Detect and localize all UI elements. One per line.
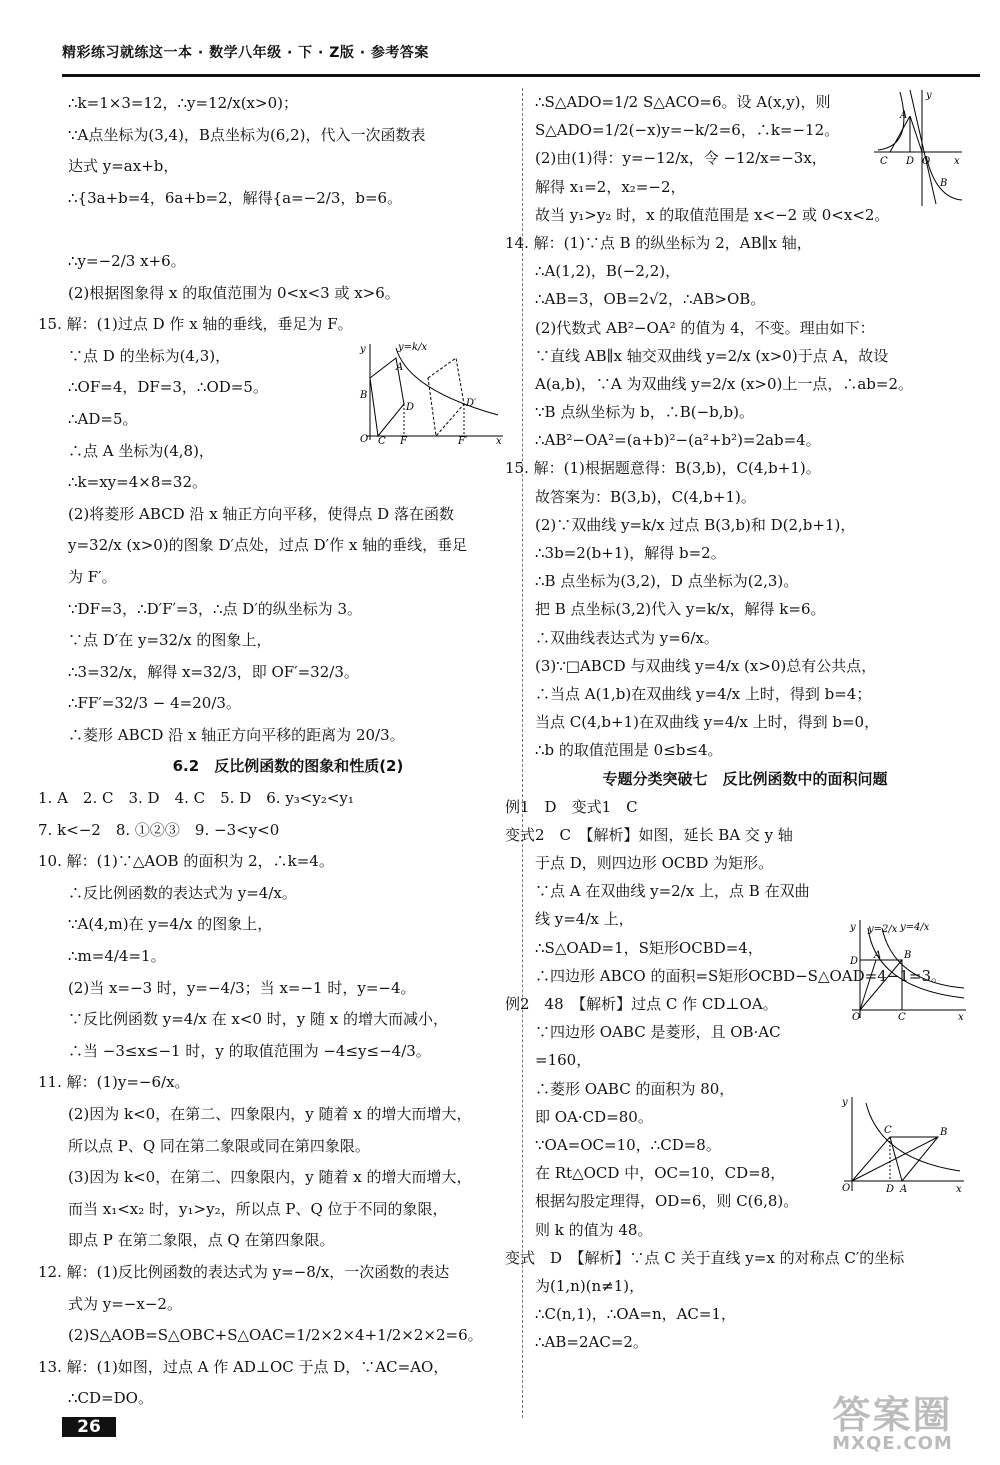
text-line: ∴当点 A(1,b)在双曲线 y=4/x 上时，得到 b=4； — [535, 684, 872, 703]
fig-label: y=k/x — [398, 342, 428, 353]
fig-label: O — [842, 1183, 851, 1194]
text-line: 14. 解：(1)∵点 B 的纵坐标为 2，AB∥x 轴， — [505, 233, 812, 252]
left-column — [38, 88, 508, 1415]
fig-label: B — [940, 178, 948, 189]
text-line: ∵四边形 OABC 是菱形，且 OB·AC — [535, 1023, 781, 1042]
text-line: 即点 P 在第二象限，点 Q 在第四象限。 — [68, 1231, 335, 1250]
fig-label: y — [850, 922, 856, 933]
text-line: ∴y=−2/3 x+6。 — [68, 251, 186, 270]
text-line: 变式 D 【解析】∵点 C 关于直线 y=x 的对称点 C′的坐标 — [505, 1248, 905, 1267]
fig-label: F′ — [458, 436, 468, 445]
text-line: ∵B 点纵坐标为 b，∴B(−b,b)。 — [535, 403, 754, 422]
text-line: 15. 解：(1)过点 D 作 x 轴的垂线，垂足为 F。 — [38, 315, 353, 334]
fig-label: C — [898, 1012, 906, 1023]
fig-label: y — [360, 344, 366, 355]
text-line: ∴菱形 OABC 的面积为 80， — [535, 1079, 735, 1098]
text-line: ∴b 的取值范围是 0≤b≤4。 — [535, 741, 723, 760]
text-line: (2)S△AOB=S△OBC+S△OAC=1/2×2×4+1/2×2×2=6。 — [68, 1326, 483, 1345]
fig-label: A — [900, 110, 908, 121]
fig-label: x — [958, 1012, 964, 1023]
text-line: 解得 x₁=2，x₂=−2， — [535, 177, 686, 196]
text-line: ∵点 D 的坐标为(4,3)， — [68, 346, 231, 365]
fig-label: D — [886, 1184, 895, 1195]
fig-label: B — [940, 1127, 948, 1138]
fig-label: C — [884, 1125, 892, 1136]
fig-label: O — [360, 434, 369, 445]
text-line: 则 k 的值为 48。 — [535, 1220, 653, 1239]
text-line: (2)根据图象得 x 的取值范围为 0<x<3 或 x>6。 — [68, 283, 400, 302]
text-line: 7. k<−2 8. ①②③ 9. −3<y<0 — [38, 820, 280, 839]
fig-label: y — [926, 90, 932, 101]
text-line: ∴m=4/4=1。 — [68, 947, 166, 966]
fig-label: A — [874, 950, 882, 961]
text-line: ∴C(n,1)，∴OA=n，AC=1， — [535, 1305, 737, 1324]
text-line: =160， — [535, 1051, 592, 1070]
text-line: ∵A(4,m)在 y=4/x 的图象上， — [68, 915, 273, 934]
text-line: ∴S△ADO=1/2 S△ACO=6。设 A(x,y)，则 — [535, 93, 831, 111]
text-line: ∴3=32/x，解得 x=32/3，即 OF′=32/3。 — [68, 662, 359, 681]
text-line: 变式2 C 【解析】如图，延长 BA 交 y 轴 — [505, 825, 793, 844]
text-line: ∵DF=3，∴D′F′=3，∴点 D′的纵坐标为 3。 — [68, 599, 363, 618]
text-line: ∵反比例函数 y=4/x 在 x<0 时，y 随 x 的增大而减小， — [68, 1010, 448, 1029]
fig-label: B — [360, 390, 368, 401]
text-line: ∵OA=OC=10，∴CD=8。 — [535, 1135, 721, 1154]
text-line: ∴CD=DO。 — [68, 1389, 153, 1408]
text-line: y=32/x (x>0)的图象 D′点处，过点 D′作 x 轴的垂线，垂足 — [68, 536, 468, 555]
text-line: 12. 解：(1)反比例函数的表达式为 y=−8/x，一次函数的表达 — [38, 1262, 450, 1281]
fig-label: y — [842, 1097, 848, 1108]
text-line: 13. 解：(1)如图，过点 A 作 AD⊥OC 于点 D，∵AC=AO， — [38, 1357, 449, 1376]
text-line: (2)将菱形 ABCD 沿 x 轴正方向平移，使得点 D 落在函数 — [68, 504, 454, 523]
text-line: (2)∵双曲线 y=k/x 过点 B(3,b)和 D(2,b+1)， — [535, 515, 856, 534]
text-line: ∴k=xy=4×8=32。 — [68, 473, 208, 492]
fig-label: y=2/x — [868, 924, 898, 935]
header-rule — [62, 74, 980, 77]
text-line: 即 OA·CD=80。 — [535, 1107, 653, 1126]
text-line: ∴当 −3≤x≤−1 时，y 的取值范围为 −4≤y≤−4/3。 — [68, 1041, 431, 1060]
fig-label: C — [378, 436, 386, 445]
figure-rhombus-oabc — [840, 1095, 968, 1195]
text-line: ∵点 D′在 y=32/x 的图象上， — [68, 631, 272, 650]
text-line: ∴四边形 ABCO 的面积=S矩形OCBD−S△OAD=4−1=3。 — [535, 966, 946, 985]
text-line: (3)∵□ABCD 与双曲线 y=4/x (x>0)总有公共点， — [535, 656, 877, 675]
text-line: (2)因为 k<0，在第二、四象限内，y 随着 x 的增大而增大， — [68, 1105, 472, 1123]
text-line: ∴AB=3，OB=2√2，∴AB>OB。 — [535, 290, 766, 309]
text-line: 1. A 2. C 3. D 4. C 5. D 6. y₃<y₂<y₁ — [38, 789, 354, 808]
fig-label: D′ — [466, 398, 477, 409]
figure-rhombus-hyperbola — [358, 340, 508, 445]
text-line: 根据勾股定理得，OD=6，则 C(6,8)。 — [535, 1192, 799, 1211]
fig-label: D — [906, 156, 915, 167]
text-line: ∴FF′=32/3 − 4=20/3。 — [68, 694, 241, 713]
figure-hyperbola-triangle — [870, 88, 965, 208]
text-line: 10. 解：(1)∵△AOB 的面积为 2，∴k=4。 — [38, 852, 334, 871]
fig-label: A — [900, 1184, 908, 1195]
text-line: ∴OF=4，DF=3，∴OD=5。 — [68, 378, 268, 397]
text-line: 线 y=4/x 上， — [535, 910, 634, 929]
text-line: ∴{3a+b=4，6a+b=2，解得{a=−2/3，b=6。 — [68, 188, 403, 207]
text-line: ∴S△OAD=1，S矩形OCBD=4， — [535, 938, 763, 957]
text-line: ∴反比例函数的表达式为 y=4/x。 — [68, 883, 297, 902]
fig-label: A — [396, 362, 404, 373]
text-line: 为(1,n)(n≠1)， — [535, 1276, 645, 1295]
watermark-title: 答案圈 — [832, 1393, 953, 1437]
text-line: ∴A(1,2)，B(−2,2)， — [535, 262, 681, 281]
text-line: ∵点 A 在双曲线 y=2/x 上，点 B 在双曲 — [535, 882, 810, 901]
fig-label: C — [880, 156, 888, 167]
text-line: ∴点 A 坐标为(4,8)， — [68, 441, 214, 460]
text-line: 6.2 反比例函数的图象和性质(2) — [172, 757, 404, 776]
figure-two-hyperbolas — [848, 918, 968, 1023]
text-line: ∴AD=5。 — [68, 409, 138, 428]
watermark-url: MXQE.COM — [832, 1433, 953, 1454]
text-line: 把 B 点坐标(3,2)代入 y=k/x，解得 k=6。 — [535, 600, 826, 619]
fig-label: x — [954, 156, 960, 167]
page-header: 精彩练习就练这一本 · 数学八年级 · 下 · Z版 · 参考答案 — [62, 45, 429, 61]
text-line: 例2 48 【解析】过点 C 作 CD⊥OA。 — [505, 995, 778, 1013]
text-line: 所以点 P、Q 同在第二象限或同在第四象限。 — [68, 1136, 370, 1155]
text-line: 15. 解：(1)根据题意得：B(3,b)，C(4,b+1)。 — [505, 459, 821, 478]
text-line: 达式 y=ax+b， — [68, 157, 179, 176]
text-line: ∴菱形 ABCD 沿 x 轴正方向平移的距离为 20/3。 — [68, 725, 405, 744]
fig-label: O — [922, 156, 931, 167]
fig-label: D — [850, 956, 859, 967]
text-line: ∴AB²−OA²=(a+b)²−(a²+b²)=2ab=4。 — [535, 431, 821, 450]
text-line: 例1 D 变式1 C — [505, 797, 638, 816]
text-line: 为 F′。 — [68, 567, 117, 586]
fig-label: x — [956, 1184, 962, 1195]
text-line: A(a,b)，∵A 为双曲线 y=2/x (x>0)上一点，∴ab=2。 — [535, 374, 914, 393]
text-line: (2)由(1)得：y=−12/x，令 −12/x=−3x， — [535, 149, 827, 168]
text-line: ∴k=1×3=12，∴y=12/x(x>0)； — [68, 94, 298, 112]
page-number: 26 — [62, 1417, 116, 1437]
text-line: 11. 解：(1)y=−6/x。 — [38, 1073, 190, 1092]
fig-label: y=4/x — [900, 922, 930, 933]
text-line: 当点 C(4,b+1)在双曲线 y=4/x 上时，得到 b=0， — [535, 713, 880, 732]
watermark-logo — [805, 1395, 980, 1453]
fig-label: B — [904, 950, 912, 961]
text-line: S△ADO=1/2(−x)y=−k/2=6，∴k=−12。 — [535, 121, 840, 140]
text-line: ∴B 点坐标为(3,2)，D 点坐标为(2,3)。 — [535, 572, 799, 591]
column-divider — [522, 88, 523, 1418]
fig-label: x — [496, 436, 502, 445]
text-line — [68, 214, 508, 246]
text-line: 式为 y=−x−2。 — [68, 1294, 182, 1313]
text-line: ∴AB=2AC=2。 — [535, 1333, 648, 1352]
text-line: (2)代数式 AB²−OA² 的值为 4，不变。理由如下： — [535, 318, 875, 337]
text-line: 在 Rt△OCD 中，OC=10，CD=8， — [535, 1164, 786, 1183]
text-line: ∴3b=2(b+1)，解得 b=2。 — [535, 544, 726, 562]
text-line: 故当 y₁>y₂ 时，x 的取值范围是 x<−2 或 0<x<2。 — [535, 205, 890, 224]
text-line: ∵直线 AB∥x 轴交双曲线 y=2/x (x>0)于点 A，故设 — [535, 346, 889, 365]
text-line: 于点 D，则四边形 OCBD 为矩形。 — [535, 854, 774, 873]
text-line: ∵A点坐标为(3,4)，B点坐标为(6,2)，代入一次函数表 — [68, 125, 426, 144]
text-line: (3)因为 k<0，在第二、四象限内，y 随着 x 的增大而增大， — [68, 1168, 472, 1187]
fig-label: O — [852, 1012, 861, 1023]
text-line: 故答案为：B(3,b)，C(4,b+1)。 — [535, 487, 756, 506]
fig-label: F — [400, 436, 407, 445]
text-line: 而当 x₁<x₂ 时，y₁>y₂，所以点 P、Q 位于不同的象限， — [68, 1199, 448, 1218]
text-line: (2)当 x=−3 时，y=−4/3；当 x=−1 时，y=−4。 — [68, 978, 416, 997]
text-line: 专题分类突破七 反比例函数中的面积问题 — [602, 769, 888, 788]
text-line: ∴双曲线表达式为 y=6/x。 — [535, 628, 719, 647]
fig-label: D — [406, 402, 415, 413]
